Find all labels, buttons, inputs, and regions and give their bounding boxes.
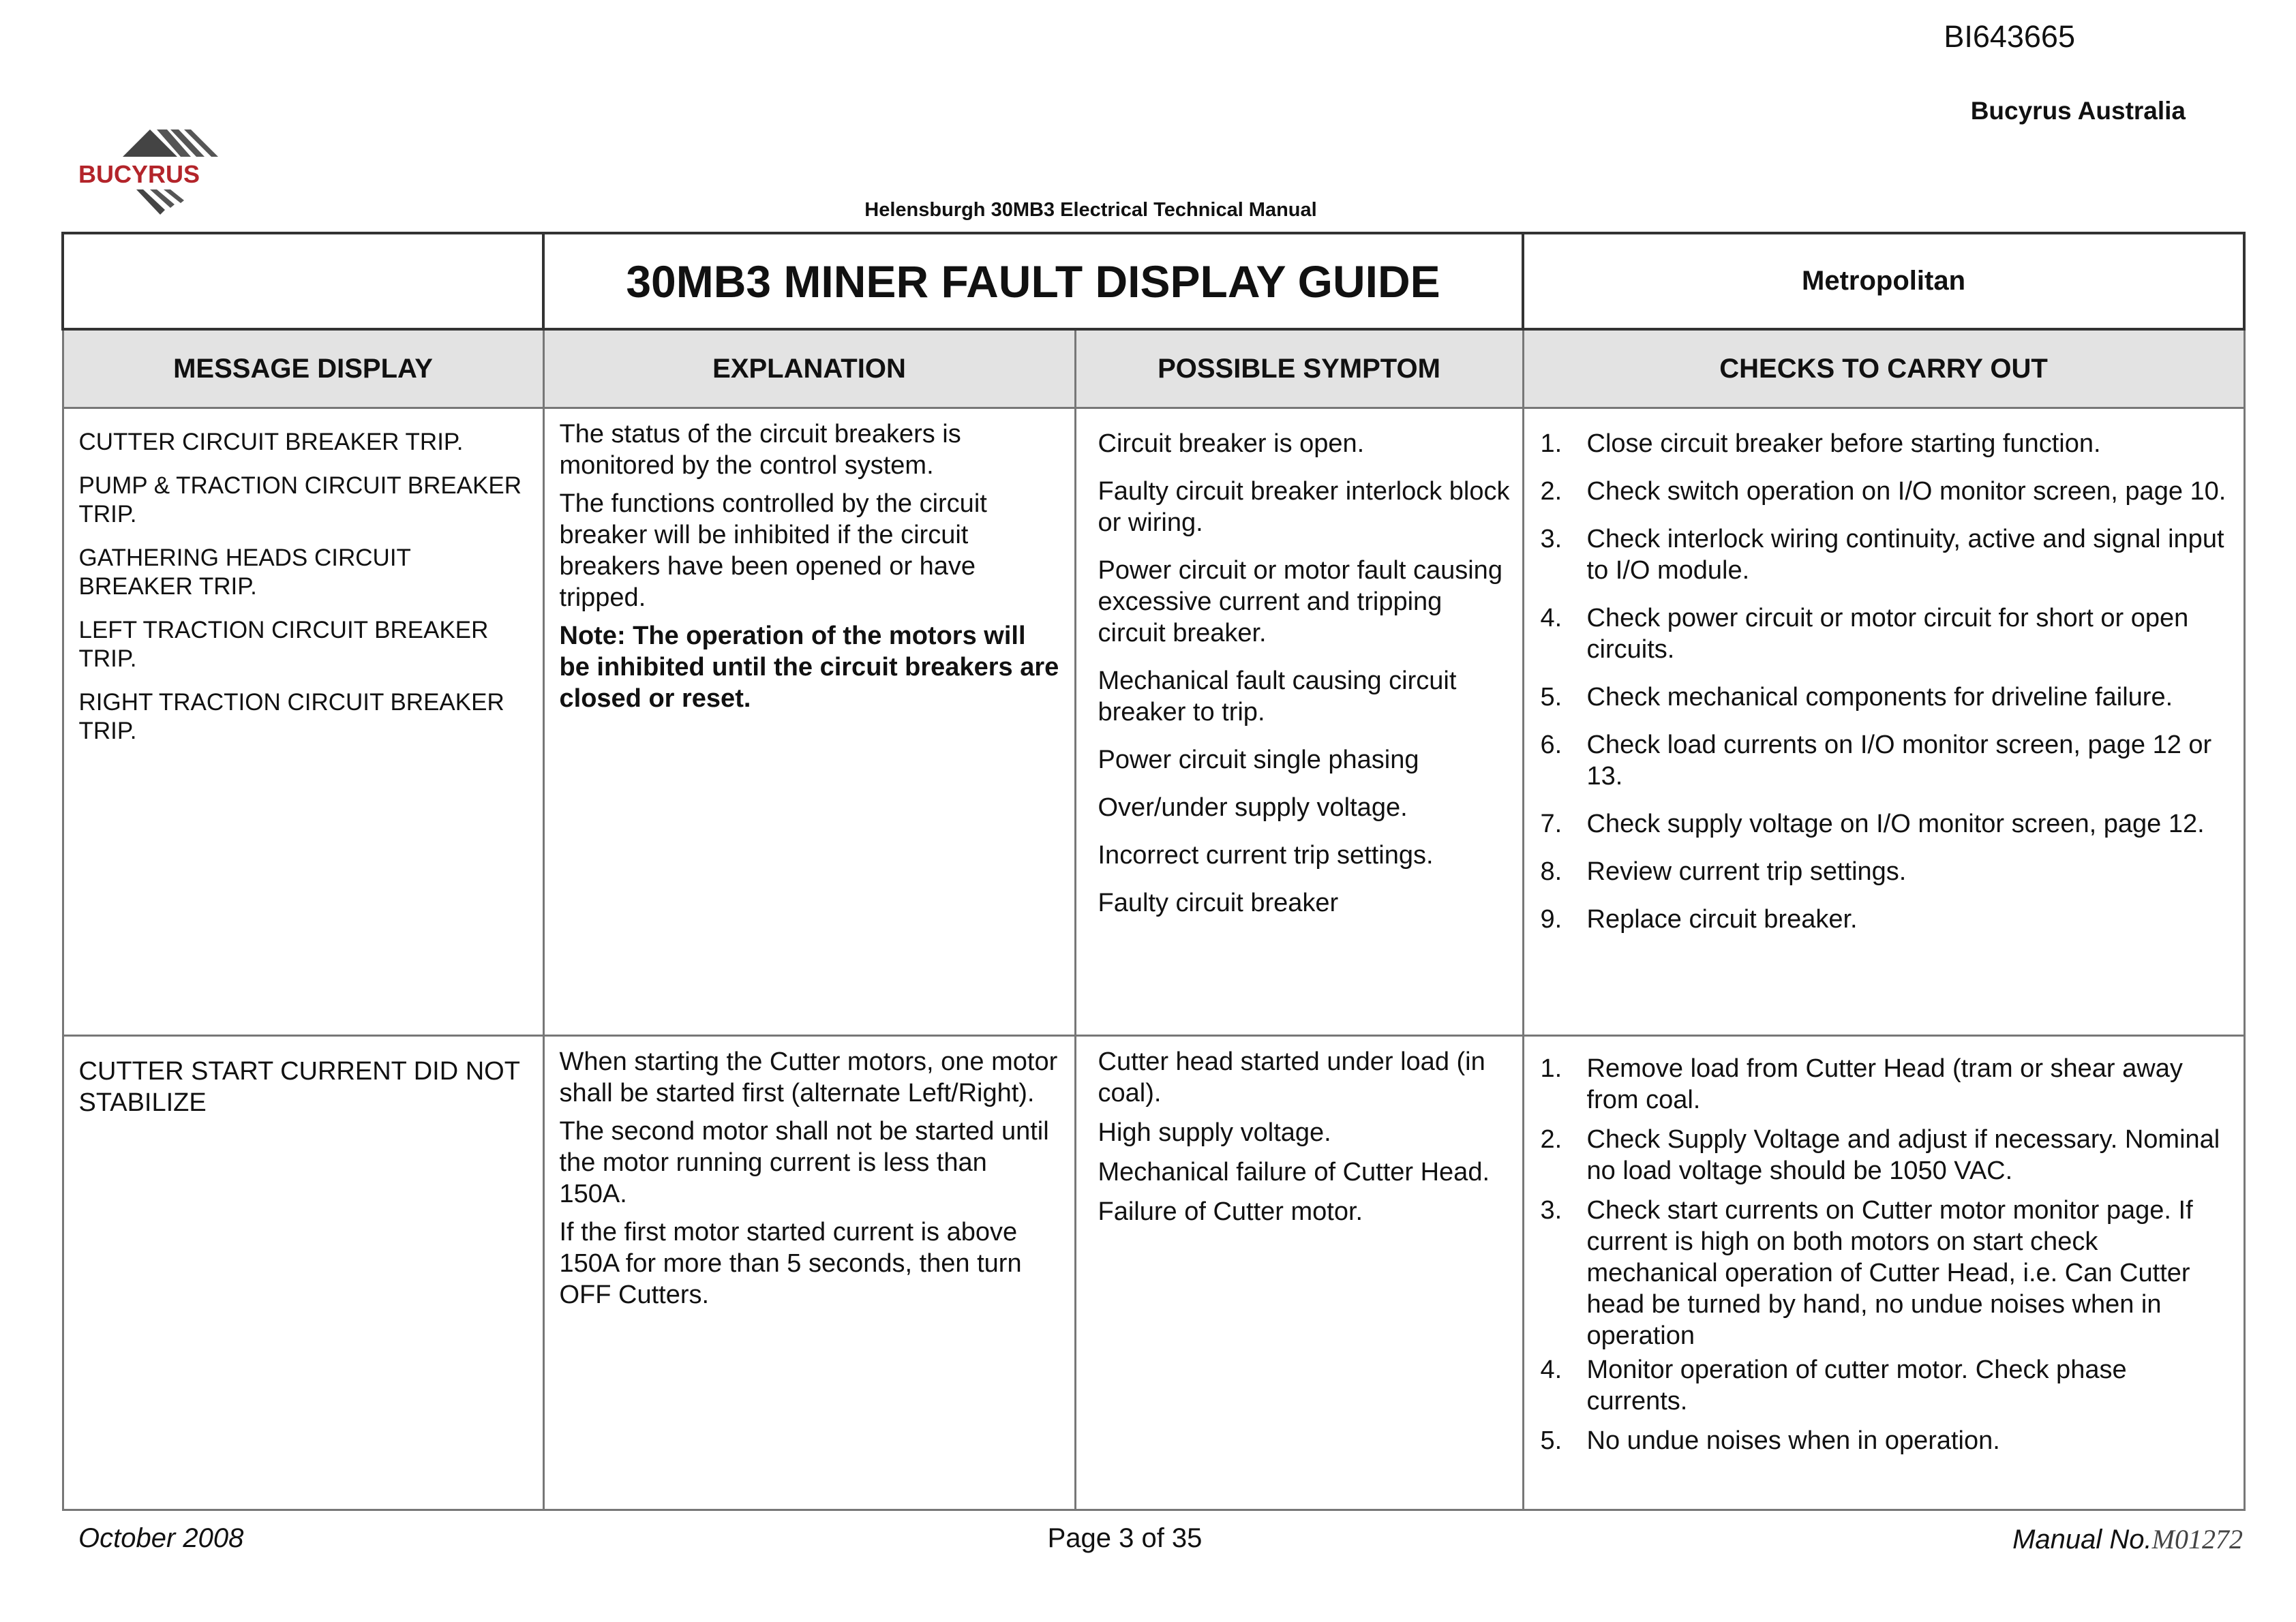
check-number: 3.	[1540, 1196, 1562, 1225]
check-text: Check load currents on I/O monitor screen, page 12 or 13.	[1586, 731, 2212, 791]
check-number: 7.	[1540, 810, 1562, 838]
message-cell	[63, 1036, 543, 1510]
check-item	[1538, 729, 2230, 792]
checks-list	[1538, 428, 2230, 935]
table-row	[63, 1036, 2244, 1510]
explanation-paragraph: The second motor shall not be started until the motor running current is less than 150A.	[559, 1117, 1049, 1208]
document-id: BI643665	[1944, 19, 2075, 54]
col-header-explanation: EXPLANATION	[543, 329, 1075, 408]
manual-title: Helensburgh 30MB3 Electrical Technical Manual	[864, 199, 1317, 221]
check-item	[1538, 904, 2230, 935]
message-item: LEFT TRACTION CIRCUIT BREAKER TRIP.	[78, 617, 489, 672]
checks-list	[1538, 1053, 2230, 1456]
col-header-message: MESSAGE DISPLAY	[63, 329, 543, 408]
explanation-paragraph: The status of the circuit breakers is monitored by the control system.	[559, 420, 961, 480]
table-title: 30MB3 MINER FAULT DISPLAY GUIDE	[543, 233, 1523, 329]
check-item	[1538, 1195, 2230, 1351]
footer-manual-number	[2012, 1523, 2243, 1555]
check-number: 2.	[1540, 1125, 1562, 1154]
explanation-cell	[543, 1036, 1075, 1510]
explanation-paragraph: The functions controlled by the circuit breaker will be inhibited if the circuit breakers have been opened or have tripped.	[559, 489, 987, 612]
checks-cell	[1523, 1036, 2244, 1510]
symptom-item: Mechanical failure of Cutter Head.	[1098, 1158, 1490, 1187]
message-item: CUTTER START CURRENT DID NOT STABILIZE	[78, 1057, 520, 1117]
check-text: Check start currents on Cutter motor monitor page. If current is high on both motors on start check mechanical operation of Cutter Head, i.e. Can Cutter head be turned by hand, no undue noises when in operation	[1586, 1196, 2193, 1350]
check-number: 3.	[1540, 525, 1562, 553]
check-text: Close circuit breaker before starting function.	[1586, 429, 2101, 458]
company-name: Bucyrus Australia	[1970, 97, 2186, 125]
symptom-item: Incorrect current trip settings.	[1098, 841, 1434, 870]
check-text: Monitor operation of cutter motor. Check phase currents.	[1586, 1356, 2127, 1416]
check-number: 5.	[1540, 683, 1562, 711]
title-blank-cell	[63, 233, 543, 329]
check-item	[1538, 1425, 2230, 1456]
check-number: 5.	[1540, 1426, 1562, 1455]
check-number: 6.	[1540, 731, 1562, 759]
check-number: 9.	[1540, 905, 1562, 934]
bucyrus-logo-icon	[75, 123, 239, 225]
symptom-cell	[1075, 1036, 1523, 1510]
symptom-cell	[1075, 408, 1523, 1036]
symptom-item: Faulty circuit breaker interlock block or wiring.	[1098, 477, 1510, 537]
symptom-item: Power circuit or motor fault causing excessive current and tripping circuit breaker.	[1098, 556, 1502, 647]
symptom-item: Faulty circuit breaker	[1098, 889, 1339, 917]
logo-text: BUCYRUS	[78, 160, 200, 188]
col-header-checks: CHECKS TO CARRY OUT	[1523, 329, 2244, 408]
message-cell	[63, 408, 543, 1036]
explanation-cell	[543, 408, 1075, 1036]
check-item	[1538, 523, 2230, 586]
check-item	[1538, 1124, 2230, 1187]
check-item	[1538, 602, 2230, 665]
table-row	[63, 408, 2244, 1036]
check-text: Check mechanical components for driveline failure.	[1586, 683, 2173, 711]
check-text: Check switch operation on I/O monitor screen, page 10.	[1586, 477, 2226, 506]
manual-label: Manual No.	[2012, 1525, 2152, 1555]
check-number: 4.	[1540, 604, 1562, 632]
org-name: Metropolitan	[1523, 233, 2244, 329]
check-text: Check Supply Voltage and adjust if necessary. Nominal no load voltage should be 1050 VAC.	[1586, 1125, 2220, 1185]
check-item	[1538, 1354, 2230, 1417]
bucyrus-logo	[75, 123, 239, 225]
explanation-paragraph: If the first motor started current is above 150A for more than 5 seconds, then turn OFF Cutters.	[559, 1218, 1022, 1309]
check-text: Remove load from Cutter Head (tram or shear away from coal.	[1586, 1054, 2183, 1114]
footer-page-number: Page 3 of 35	[1047, 1523, 1203, 1553]
checks-cell	[1523, 408, 2244, 1036]
check-item	[1538, 808, 2230, 840]
symptom-item: Cutter head started under load (in coal).	[1098, 1047, 1485, 1107]
symptom-item: High supply voltage.	[1098, 1118, 1331, 1147]
title-row	[63, 233, 2244, 329]
symptom-item: Circuit breaker is open.	[1098, 429, 1365, 458]
check-text: Check interlock wiring continuity, active and signal input to I/O module.	[1586, 525, 2224, 585]
message-item: RIGHT TRACTION CIRCUIT BREAKER TRIP.	[78, 689, 504, 744]
check-text: Check supply voltage on I/O monitor screen, page 12.	[1586, 810, 2205, 838]
fault-display-guide-table	[61, 232, 2246, 1511]
check-item	[1538, 682, 2230, 713]
check-number: 2.	[1540, 477, 1562, 506]
col-header-symptom: POSSIBLE SYMPTOM	[1075, 329, 1523, 408]
symptom-item: Failure of Cutter motor.	[1098, 1197, 1363, 1226]
check-item	[1538, 1053, 2230, 1116]
check-number: 1.	[1540, 1054, 1562, 1083]
symptom-item: Power circuit single phasing	[1098, 746, 1419, 774]
explanation-note: Note: The operation of the motors will be inhibited until the circuit breakers are closed or reset.	[559, 622, 1059, 713]
footer-date: October 2008	[78, 1523, 244, 1553]
check-text: Replace circuit breaker.	[1586, 905, 1858, 934]
check-text: Review current trip settings.	[1586, 857, 1907, 886]
check-text: No undue noises when in operation.	[1586, 1426, 2000, 1455]
column-header-row	[63, 329, 2244, 408]
message-item: CUTTER CIRCUIT BREAKER TRIP.	[78, 429, 464, 455]
check-number: 1.	[1540, 429, 1562, 458]
symptom-item: Over/under supply voltage.	[1098, 793, 1408, 822]
manual-number: M01272	[2151, 1524, 2243, 1555]
check-number: 8.	[1540, 857, 1562, 886]
check-item	[1538, 428, 2230, 459]
check-number: 4.	[1540, 1356, 1562, 1384]
message-item: GATHERING HEADS CIRCUIT BREAKER TRIP.	[78, 545, 411, 600]
explanation-paragraph: When starting the Cutter motors, one motor shall be started first (alternate Left/Right).	[559, 1047, 1058, 1107]
check-item	[1538, 856, 2230, 887]
symptom-item: Mechanical fault causing circuit breaker to trip.	[1098, 667, 1457, 726]
message-item: PUMP & TRACTION CIRCUIT BREAKER TRIP.	[78, 472, 522, 527]
check-text: Check power circuit or motor circuit for short or open circuits.	[1586, 604, 2189, 664]
check-item	[1538, 476, 2230, 507]
